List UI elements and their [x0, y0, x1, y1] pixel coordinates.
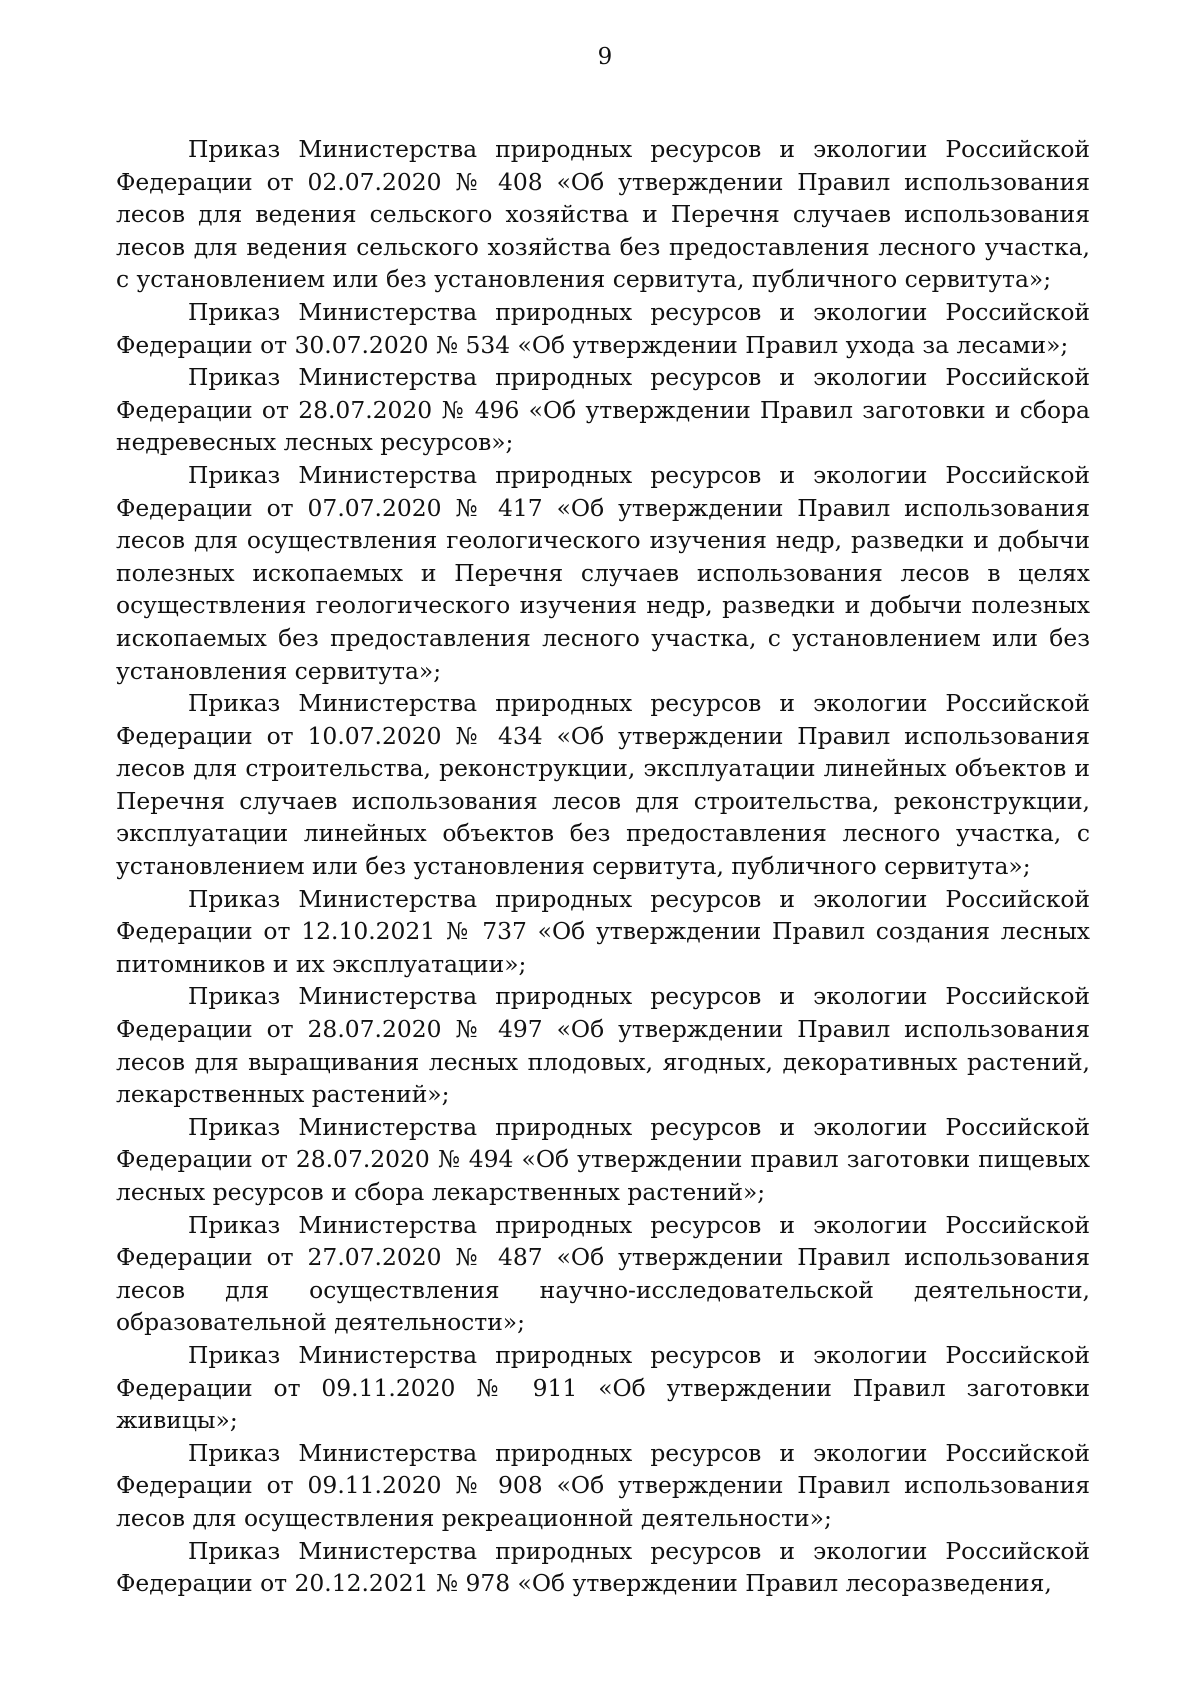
paragraph-order-497: Приказ Министерства природных ресурсов и экологии Российской Федерации от 28.07.2020 № 497 «Об утверждении Правил использования лесов для выращивания лесных плодовых, ягодных, декоративных растений, лекарственных растений»;	[116, 982, 1090, 1109]
paragraph-order-911: Приказ Министерства природных ресурсов и экологии Российской Федерации от 09.11.2020 № 911 «Об утверждении Правил заготовки живицы»;	[116, 1340, 1090, 1435]
paragraph-order-737: Приказ Министерства природных ресурсов и экологии Российской Федерации от 12.10.2021 № 737 «Об утверждении Правил создания лесных питомников и их эксплуатации»;	[116, 884, 1090, 978]
paragraph-order-487: Приказ Министерства природных ресурсов и экологии Российской Федерации от 27.07.2020 № 487 «Об утверждении Правил использования лесов для осуществления научно-исследовательской деятельности, образовательной деятельности»;	[116, 1210, 1090, 1337]
paragraph-order-496: Приказ Министерства природных ресурсов и экологии Российской Федерации от 28.07.2020 № 496 «Об утверждении Правил заготовки и сбора недревесных лесных ресурсов»;	[116, 363, 1090, 457]
paragraph-order-534: Приказ Министерства природных ресурсов и экологии Российской Федерации от 30.07.2020 № 534 «Об утверждении Правил ухода за лесами»;	[116, 297, 1090, 359]
document-body	[116, 133, 1090, 1600]
paragraph-order-494: Приказ Министерства природных ресурсов и экологии Российской Федерации от 28.07.2020 № 494 «Об утверждении правил заготовки пищевых лесных ресурсов и сбора лекарственных растений»;	[116, 1112, 1090, 1206]
paragraph-order-908: Приказ Министерства природных ресурсов и экологии Российской Федерации от 09.11.2020 № 908 «Об утверждении Правил использования лесов для осуществления рекреационной деятельности»;	[116, 1438, 1090, 1532]
paragraph-order-417: Приказ Министерства природных ресурсов и экологии Российской Федерации от 07.07.2020 № 417 «Об утверждении Правил использования лесов для осуществления геологического изучения недр, разведки и добычи полезных ископаемых и Перечня случаев использования лесов в целях осуществления геологического изучения недр, разведки и добычи полезных ископаемых без предоставления лесного участка, с установлением или без установления сервитута»;	[116, 460, 1090, 685]
paragraph-order-408: Приказ Министерства природных ресурсов и экологии Российской Федерации от 02.07.2020 № 408 «Об утверждении Правил использования лесов для ведения сельского хозяйства и Перечня случаев использования лесов для ведения сельского хозяйства без предоставления лесного участка, с установлением или без установления сервитута, публичного сервитута»;	[116, 135, 1090, 294]
page-number: 9	[597, 44, 613, 70]
paragraph-order-434: Приказ Министерства природных ресурсов и экологии Российской Федерации от 10.07.2020 № 434 «Об утверждении Правил использования лесов для строительства, реконструкции, эксплуатации линейных объектов и Перечня случаев использования лесов для строительства, реконструкции, эксплуатации линейных объектов без предоставления лесного участка, с установлением или без установления сервитута, публичного сервитута»;	[116, 689, 1090, 881]
paragraph-order-978: Приказ Министерства природных ресурсов и экологии Российской Федерации от 20.12.2021 № 978 «Об утверждении Правил лесоразведения,	[116, 1536, 1090, 1598]
